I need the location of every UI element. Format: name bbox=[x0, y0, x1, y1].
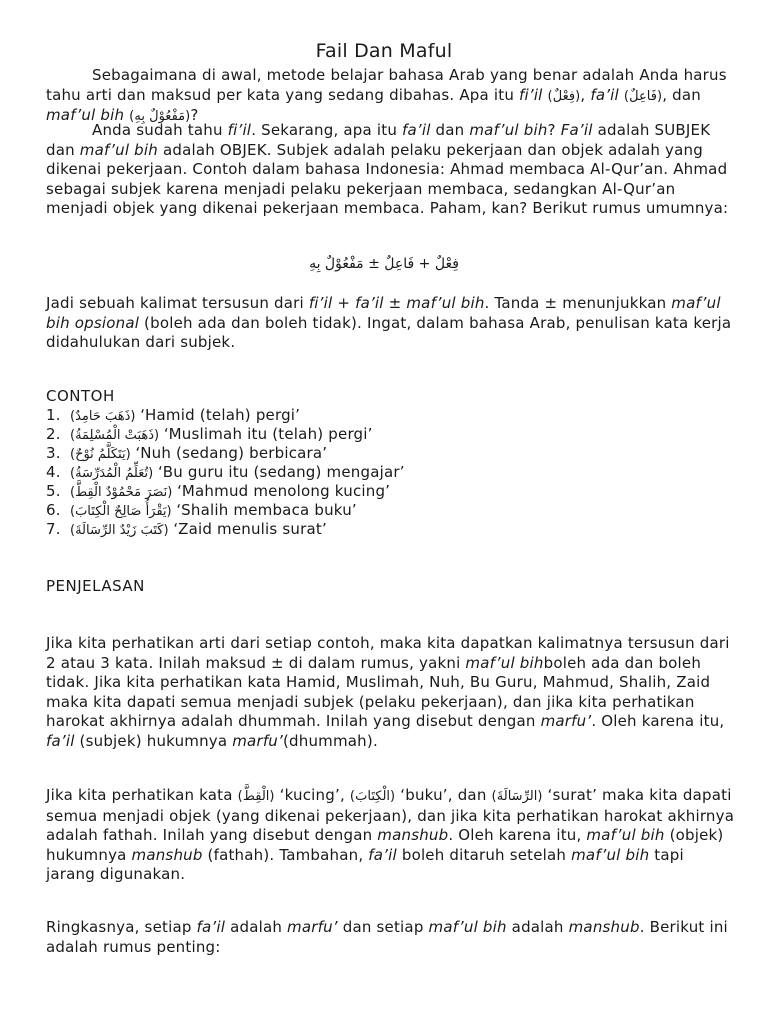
explanation-text: boleh ditaruh setelah bbox=[396, 845, 572, 864]
intro-text: Sebagaimana di awal, metode belajar bahasa Arab yang benar adalah Anda harus tahu arti dan maksud per kata yang sedang dibahas. Apa itu bbox=[46, 66, 727, 104]
example-meaning: ‘Bu guru itu (sedang) mengajar’ bbox=[157, 463, 405, 481]
term-fail: fa’il bbox=[196, 918, 226, 936]
example-meaning: ‘Shalih membaca buku’ bbox=[176, 501, 357, 519]
summary-text: adalah bbox=[506, 918, 569, 936]
example-item bbox=[46, 520, 405, 539]
term-mafulbih: maf’ul bih bbox=[428, 918, 507, 936]
example-meaning: ‘Nuh (sedang) berbicara’ bbox=[135, 444, 328, 462]
example-item bbox=[46, 463, 405, 482]
explanation-text: (objek) hukumnya bbox=[46, 826, 724, 864]
term-marfu: marfu’ bbox=[540, 712, 592, 730]
explanation-text: Jika kita perhatikan kata bbox=[46, 786, 238, 804]
example-number: 4. bbox=[46, 463, 61, 481]
explanation-text: . Oleh karena itu, bbox=[448, 826, 587, 844]
rule-formula-text: fi’il + fa’il ± maf’ul bih bbox=[308, 294, 485, 312]
example-meaning: ‘Hamid (telah) pergi’ bbox=[140, 406, 301, 424]
term-manshub: manshub bbox=[568, 918, 640, 936]
explanation-text: ‘kucing’, bbox=[274, 786, 350, 804]
rule-text: (boleh ada dan boleh tidak). Ingat, dalam bahasa Arab, penulisan kata kerja didahulukan dari subjek. bbox=[46, 313, 732, 351]
example-arabic: (نَصَرَ مَحْمُوْدٌ الْقِطَّ) bbox=[70, 485, 173, 500]
example-number: 7. bbox=[46, 520, 61, 538]
explanation-text: tapi jarang digunakan. bbox=[46, 845, 684, 883]
arabic-mafulbih: (مَفْعُوْلٌ بِهِ) bbox=[129, 109, 191, 124]
intro-text: adalah OBJEK. Subjek adalah pelaku pekerjaan dan objek adalah yang dikenai pekerjaan. Contoh dalam bahasa Indonesia: Ahmad membaca Al-Qur’an. Ahmad sebagai subjek karena menjadi pelaku pekerjaan membaca, sedangkan Al-Qur’an menjadi objek yang dikenai pekerjaan membaca. Paham, kan? Berikut rumus umumnya: bbox=[46, 140, 729, 217]
term-marfu: marfu’ bbox=[287, 918, 338, 936]
page-title: Fail Dan Maful bbox=[315, 40, 453, 62]
example-item bbox=[46, 406, 405, 425]
summary-text: Ringkasnya, setiap bbox=[46, 918, 197, 936]
example-arabic: (ذَهَبَ حَامِدٌ) bbox=[70, 409, 136, 424]
example-arabic: (كَتَبَ زَيْدٌ الرِّسَالَةَ) bbox=[70, 523, 169, 538]
explanation-paragraph-1 bbox=[46, 634, 736, 751]
term-mafulbih: maf’ul bih bbox=[469, 121, 548, 139]
example-meaning: ‘Mahmud menolong kucing’ bbox=[177, 482, 391, 500]
term-fail: Fa’il bbox=[560, 121, 593, 139]
intro-text: . Sekarang, apa itu bbox=[251, 121, 403, 139]
term-fail: fa’il bbox=[590, 85, 619, 104]
rule-text: Jadi sebuah kalimat tersusun dari bbox=[46, 294, 309, 312]
term-marfu: marfu’ bbox=[232, 731, 283, 750]
example-arabic: (يَقْرَأُ صَالِحٌ الْكِتَابَ) bbox=[70, 504, 172, 519]
arabic-fail: (فَاعِلٌ) bbox=[623, 88, 663, 104]
rule-optional-text: maf’ul bih opsional bbox=[46, 294, 721, 332]
explanation-text: . Oleh karena itu, bbox=[591, 712, 725, 730]
example-arabic: (ذَهَبَتْ الْمُسْلِمَةُ) bbox=[70, 428, 160, 443]
example-arabic: (يَتَكَلَّمُ نُوْحٌ) bbox=[70, 447, 131, 462]
term-mafulbih: maf’ul bih bbox=[465, 653, 544, 672]
intro-text: adalah SUBJEK dan bbox=[46, 121, 711, 159]
intro-paragraph-1: Sebagaimana di awal, metode belajar bahasa Arab yang benar adalah Anda harus tahu arti dan maksud per kata yang sedang dibahas. Apa itu fi’il (فِعْلٌ), fa’il (فَاعِلٌ), dan maf’ul bih (مَفْعُوْلٌ بِهِ)? bbox=[46, 66, 727, 124]
example-number: 5. bbox=[46, 482, 61, 500]
intro-text: dan bbox=[430, 121, 470, 139]
summary-text: adalah bbox=[225, 918, 288, 936]
summary-text: . Berikut ini adalah rumus penting: bbox=[46, 918, 728, 956]
intro-text: ? bbox=[547, 121, 561, 139]
explanation-text: (subjek) hukumnya bbox=[74, 731, 233, 750]
term-mafulbih: maf’ul bih bbox=[571, 845, 650, 864]
arabic-word: (الرِّسَالَةَ) bbox=[491, 789, 543, 804]
example-item bbox=[46, 425, 405, 444]
example-item bbox=[46, 444, 405, 463]
term-mafulbih: maf’ul bih bbox=[79, 140, 158, 159]
arabic-word: (الْقِطَّ) bbox=[237, 789, 275, 804]
example-arabic: (تُعَلِّمُ الْمُدَرِّسَةُ) bbox=[70, 466, 154, 481]
example-item bbox=[46, 482, 405, 501]
example-meaning: ‘Muslimah itu (telah) pergi’ bbox=[163, 425, 373, 443]
arabic-fiil: (فِعْلٌ) bbox=[547, 88, 581, 104]
explanation-paragraph-2 bbox=[46, 786, 736, 885]
term-mafulbih: maf’ul bih bbox=[586, 826, 665, 844]
rule-text: . Tanda ± menunjukkan bbox=[484, 294, 672, 312]
explanation-text: (fathah). Tambahan, bbox=[202, 845, 369, 864]
term-fiil: fi’il bbox=[227, 121, 252, 139]
rule-paragraph bbox=[46, 294, 736, 353]
intro-text: , dan bbox=[662, 85, 701, 104]
explanation-text: (dhummah). bbox=[282, 731, 378, 750]
intro-text: Anda sudah tahu bbox=[92, 121, 228, 139]
formula: فِعْلٌ + فَاعِلٌ ± مَفْعُوْلٌ بِهِ bbox=[309, 256, 459, 272]
term-manshub: manshub bbox=[131, 845, 203, 864]
term-fiil: fi’il bbox=[519, 85, 543, 104]
summary-paragraph bbox=[46, 918, 736, 957]
example-number: 1. bbox=[46, 406, 61, 424]
example-list bbox=[46, 406, 405, 539]
term-manshub: manshub bbox=[377, 826, 449, 844]
summary-text: dan setiap bbox=[337, 918, 429, 936]
term-mafulbih: maf’ul bih bbox=[46, 106, 125, 124]
contoh-heading: CONTOH bbox=[46, 387, 115, 405]
explanation-text: Jika kita perhatikan arti dari setiap contoh, maka kita dapatkan kalimatnya tersusun dari 2 atau 3 kata. Inilah maksud ± di dalam rumus, yakni bbox=[46, 634, 730, 672]
intro-text: ? bbox=[190, 106, 199, 124]
term-fail: fa’il bbox=[46, 731, 75, 750]
intro-paragraph-2 bbox=[46, 121, 736, 219]
example-meaning: ‘Zaid menulis surat’ bbox=[173, 520, 327, 538]
term-fail: fa’il bbox=[402, 121, 431, 139]
penjelasan-heading: PENJELASAN bbox=[46, 577, 145, 595]
explanation-text: ‘surat’ maka kita dapati semua menjadi objek (yang dikenai pekerjaan), dan jika kita perhatikan harokat akhirnya adalah fathah. Inilah yang disebut dengan bbox=[46, 786, 735, 844]
example-number: 2. bbox=[46, 425, 61, 443]
explanation-text: boleh ada dan boleh tidak. Jika kita perhatikan kata Hamid, Muslimah, Nuh, Bu Guru, Mahmud, Shalih, Zaid maka kita dapati semua menjadi subjek (pelaku pekerjaan), dan jika kita perhatikan harokat akhirnya adalah dhummah. Inilah yang disebut dengan bbox=[46, 653, 711, 730]
example-item bbox=[46, 501, 405, 520]
example-number: 3. bbox=[46, 444, 61, 462]
term-fail: fa’il bbox=[368, 845, 397, 864]
explanation-text: ‘buku’, dan bbox=[395, 786, 492, 804]
example-number: 6. bbox=[46, 501, 61, 519]
arabic-word: (الْكِتَابَ) bbox=[349, 789, 396, 804]
